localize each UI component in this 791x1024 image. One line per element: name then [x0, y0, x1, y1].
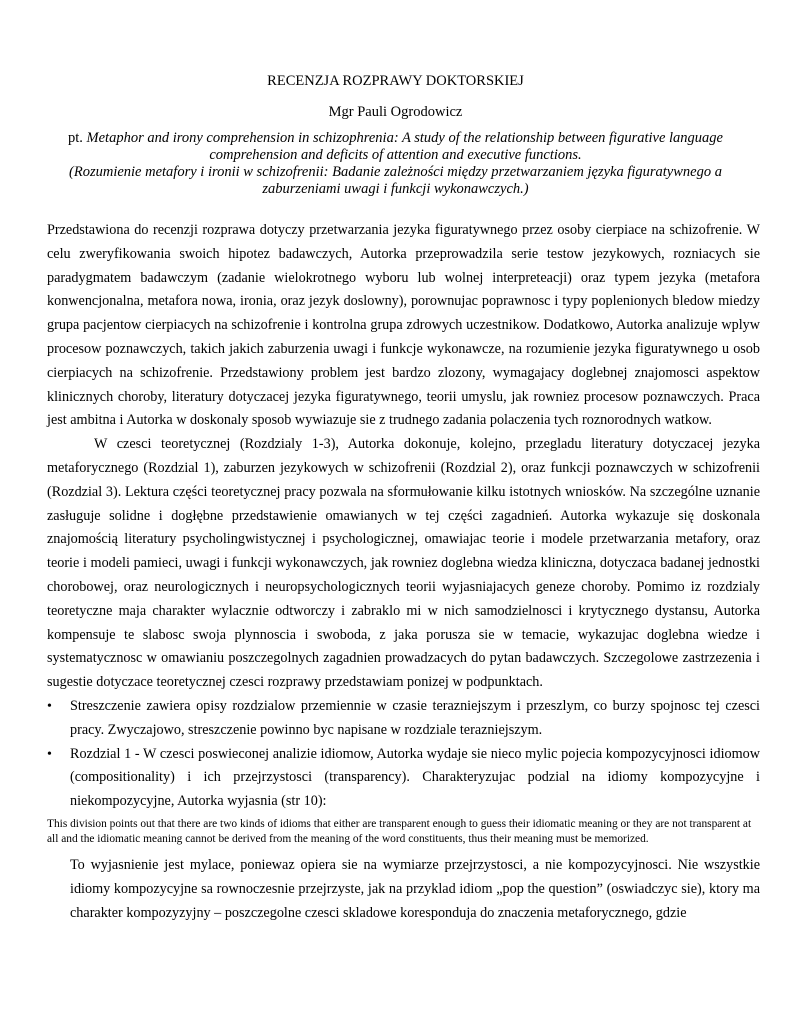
dissertation-title-pl: (Rozumienie metafory i ironii w schizofrenii: Badanie zależności między przetwarzaniem języka figuratywnego a zaburzeniami uwagi i funkcji wykonawczych.): [69, 164, 722, 197]
paragraph-intro: Przedstawiona do recenzji rozprawa dotyczy przetwarzania jezyka figuratywnego przez osoby cierpiace na schizofrenie. W celu zweryfikowania swoich hipotez badawczych, Autorka przeprowadzila serie testow jezykowych, rozniacych sie paradygmatem badawczym (zadanie wielokrotnego wyboru lub wolnej interpreteacji) oraz typem jezyka (metafora konwencjonalna, metafora nowa, ironia, oraz jezyk doslowny), porownujac poprawnosc i typy poplenionych bledow miedzy grupa pacjentow cierpiacych na schizofrenie i kontrolna grupa zdrowych uczestnikow. Dodatkowo, Autorka analizuje wplyw procesow poznawczych, takich jakich zaburzenia uwagi i funkcje wykonawcze, na rozumienie jezyka figuratywnego u osob cierpiacych na schizofrenie. Przedstawiony problem jest bardzo zlozony, wymagajacy doglebnej znajomosci aspektow klinicznych choroby, literatury dotyczacej jezyka figuratywnego, teorii umyslu, jak rowniez procesow poznawczych. Praca jest ambitna i Autorka w doskonaly sposob wywiazuje sie z trudnego zadania polaczenia tych roznorodnych watkow.: [47, 222, 760, 429]
document-title: RECENZJA ROZPRAWY DOKTORSKIEJ: [267, 73, 524, 89]
dissertation-title: [60, 130, 731, 198]
block-quote: This division points out that there are two kinds of idioms that either are transparent enough to guess their idiomatic meaning or they are not transparent at all and the idiomatic meaning cannot be derived from the meaning of the word constituents, thus their meaning must be memorized.: [47, 817, 752, 846]
list-item-text: Rozdzial 1 - W czesci poswieconej analizie idiomow, Autorka wydaje sie nieco mylic pojecia kompozycyjnosci idiomow (compositionality) i ich przejrzystosci (transparency). Charakteryzujac podzial na idiomy kompozycyjne i niekompozycyjne, Autorka wyjasnia (str 10):: [70, 745, 760, 810]
bullet-icon: •: [47, 746, 52, 762]
dissertation-title-en: Metaphor and irony comprehension in schizophrenia: A study of the relationship between figurative language comprehension and deficits of attention and executive functions.: [86, 130, 723, 163]
list-item: [47, 695, 760, 743]
title-prefix: pt.: [68, 130, 87, 146]
paragraph-comment: To wyjasnienie jest mylace, poniewaz opiera sie na wymiarze przejrzystosci, a nie kompozycyjnosci. Nie wszystkie idiomy kompozycyjne sa rownoczesnie przejrzyste, jak na przyklad idiom „pop the question” (oswiadczyc sie), ktory ma charakter kompozyzyjny – poszczegolne czesci skladowe koresponduja do znaczenia metaforycznego, gdzie: [70, 856, 760, 921]
bullet-icon: •: [47, 698, 52, 714]
remarks-list: [47, 695, 760, 814]
review-body: [47, 219, 760, 925]
list-item-text: Streszczenie zawiera opisy rozdzialow przemiennie w czasie terazniejszym i przeszlym, co burzy spojnosc tej czesci pracy. Zwyczajowo, streszczenie powinno byc napisane w rozdziale terazniejszym.: [70, 697, 760, 738]
paragraph-theory: W czesci teoretycznej (Rozdzialy 1-3), Autorka dokonuje, kolejno, przegladu literatury dotyczacej jezyka metaforycznego (Rozdzial 1), zaburzen jezykowych w schizofrenii (Rozdzial 2), oraz funkcji poznawczych w schizofrenii (Rozdzial 3). Lektura części teoretycznej pracy pozwala na sformułowanie kilku istotnych wniosków. Na szczególne uznanie zasługuje solidne i dogłębne przedstawienie omawianych w tej części zagadnień. Autorka wykazuje się doskonala znajomością literatury psycholingwistycznej i psychologicznej, omawiajac teorie i modele przetwarzania metafory, oraz teorie i modeli pamieci, uwagi i funkcji wykonawczych, jak rowniez doglebna wiedza kliniczna, dotyczaca badanej jednostki chorobowej, oraz neurologicznych i neuropsychologicznych teorii wyjasniajacych geneze choroby. Pomimo iz rozdzialy teoretyczne maja charakter wylacznie odtworczy i zabraklo mi w nich samodzielnosci i krytycznego dystansu, Autorka kompensuje te slabosc swoja plynnoscia i swoboda, z jaka porusza sie w temacie, wykazujac doglebna wiedze i systematycznosc w omawianiu poszczegolnych zagadnien prowadzacych do pytan badawczych. Szczegolowe zastrzezenia i sugestie dotyczace teoretycznej czesci rozprawy przedstawiam ponizej w podpunktach.: [47, 436, 760, 691]
author-name: Mgr Pauli Ogrodowicz: [328, 104, 463, 120]
list-item: [47, 743, 760, 814]
